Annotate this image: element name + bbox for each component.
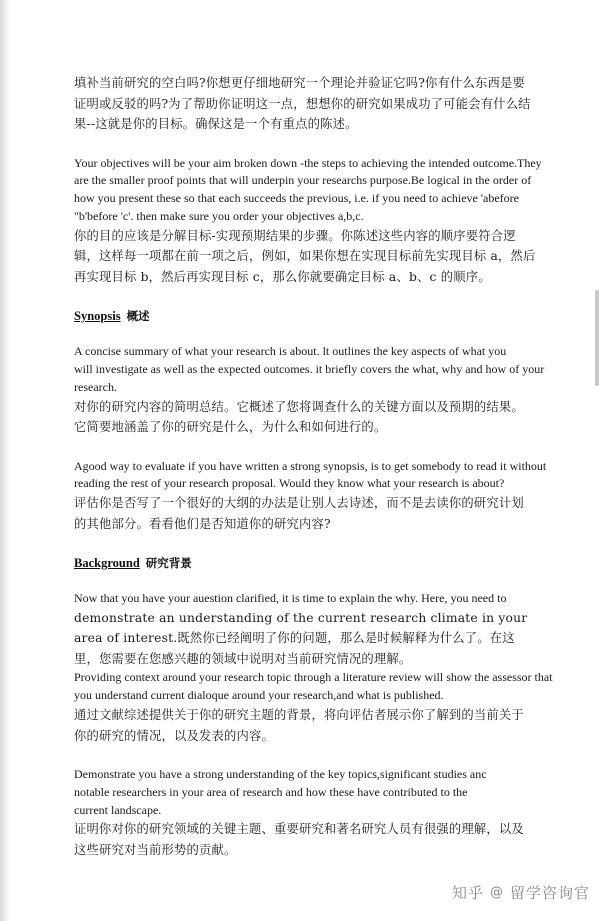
objectives-paragraph-en <box>74 155 542 226</box>
synopsis-heading-en: Synopsis <box>74 309 121 324</box>
background-heading <box>74 554 536 572</box>
intro-paragraph-zh: 填补当前研究的空白吗?你想更仔细地研究一个理论并验证它吗?你有什么东西是要证明或反驳的吗?为了帮助你证明这一点，想想你的研究如果成功了可能会有什么结果--这就是你的目标。确保这是一个有重点的陈述。 <box>74 76 531 131</box>
synopsis-p1-zh: 对你的研究内容的简明总结。它概述了您将调查什么的关键方面以及预期的结果。它简要地涵盖了你的研究是什么，为什么和如何进行的。 <box>74 399 524 435</box>
background-line: Demonstrate you have a strong understanding of the key topics,significant studies anc <box>74 767 487 782</box>
document-body <box>74 73 553 860</box>
background-line: notable researchers in your area of research and how these have contributed to the <box>74 784 468 799</box>
synopsis-line: reading the rest of your research proposal. Would they know what your research is about? <box>74 476 505 491</box>
background-line: Now that you have your auestion clarified, it is time to explain the why. Here, you need to <box>74 591 507 606</box>
watermark-brand: 知乎 <box>451 884 484 902</box>
background-p1-en <box>74 590 536 608</box>
objectives-paragraph-zh: 你的目的应该是分解目标-实现预期结果的步骤。你陈述这些内容的顺序要符合逻辑，这样每一项都在前一项之后，例如，如果你想在实现目标前先实现目标 a，然后再实现目标 b，然后再实现目标 c，那么你就要确定目标 a、b、c 的顺序。 <box>74 228 536 284</box>
background-p2-en <box>74 669 553 705</box>
synopsis-p2-en <box>74 458 547 494</box>
synopsis-line: will investigate as well as the expected outcomes. it briefly covers the what, why and how of your <box>74 361 545 376</box>
objectives-line: "b'before 'c'. then make sure you order your objectives a,b,c. <box>74 208 364 223</box>
scrollbar-thumb[interactable] <box>595 290 599 386</box>
page-edge-shadow <box>0 0 10 921</box>
background-p3-en <box>74 766 536 819</box>
background-line: current landscape. <box>74 802 162 817</box>
zhihu-watermark <box>452 882 590 903</box>
watermark-author: 留学咨询官 <box>509 884 590 902</box>
synopsis-p2-zh: 评估你是否写了一个很好的大纲的办法是让别人去诗述，而不是去读你的研究计划的其他部分。看看他们是否知道你的研究内容? <box>74 496 524 531</box>
background-line: Providing context around your research topic through a literature review will show the assessor that <box>74 670 553 685</box>
background-p2-zh: 通过文献综述提供关于你的研究主题的背景，将向评估者展示你了解到的当前关于你的研究的情况，以及发表的内容。 <box>74 708 524 743</box>
objectives-line: are the smaller proof points that will underpin your researchs purpose.Be logical in the order of <box>74 173 532 188</box>
synopsis-line: A concise summary of what your research is about. lt outlines the key aspects of what you <box>74 344 507 359</box>
synopsis-line: research. <box>74 379 117 394</box>
background-heading-en: Background <box>74 556 140 571</box>
watermark-separator: @ <box>489 885 504 900</box>
synopsis-heading <box>74 307 536 325</box>
synopsis-heading-zh: 概述 <box>126 309 150 324</box>
background-line: you understand current dialoque around your research,and what is published. <box>74 688 444 703</box>
objectives-line: how you present these so that each succeeds the previous, i.e. if you need to achieve 'abefore <box>74 191 519 206</box>
objectives-line: Your objectives will be your aim broken down -the steps to achieving the intended outcome.They <box>74 155 542 170</box>
background-p3-zh: 证明你对你的研究领域的关键主题、重要研究和著名研究人员有很强的理解，以及这些研究对当前形势的贡献。 <box>74 822 524 857</box>
background-p1-mixed: demonstrate an understanding of the current research climate in your area of interest.既然你已经阐明了你的问题，那么是时候解释为什么了。在这里，您需要在您感兴趣的领域中说明对当前研究情况的理解。 <box>74 610 528 666</box>
background-heading-zh: 研究背景 <box>145 556 192 571</box>
synopsis-line: Agood way to evaluate if you have written a strong synopsis, is to get somebody to read it without <box>74 458 547 473</box>
synopsis-p1-en <box>74 343 545 396</box>
